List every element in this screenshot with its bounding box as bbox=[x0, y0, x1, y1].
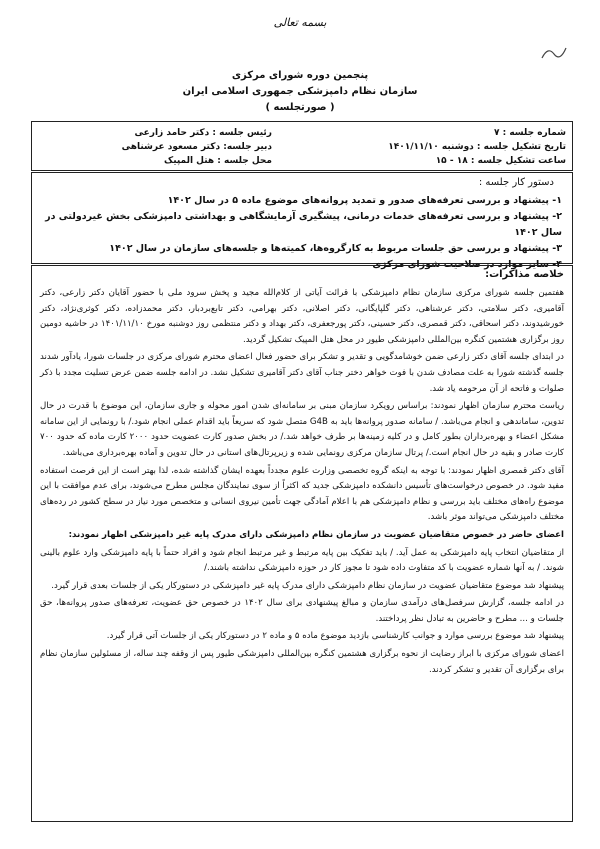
summary-paragraph: آقای دکتر قمصری اظهار نمودند: با توجه به اینکه گروه تخصصی وزارت علوم مجدداً بعهده ایشان گذاشته شده، لذا بهتر است از این فرصت استفاده مفید شود. در خصوص درخواست‌های تأسیس دانشکده دامپزشکی جدید که اکثراً از سوی نمایندگان مجلس مطرح می‌شوند، برای عدم موافقت با این موضوع راه‌های مختلف باید بررسی و نظام دامپزشکی هم با اعلام آمادگی جهت تأمین نیروی انسانی و متخصص مورد نیاز در سطح کشور در رده‌های مختلف دامپزشکی می‌تواند موثر باشد. bbox=[40, 465, 564, 523]
summary-paragraph: پیشنهاد شد موضوع بررسی موارد و جوانب کارشناسی بازدید موضوع ماده ۵ و ماده ۲ در دستورکار یکی از جلسات آتی قرار گیرد. bbox=[106, 631, 564, 642]
summary-paragraph: پیشنهاد شد موضوع متقاضیان عضویت در سازمان نظام دامپزشکی دارای مدرک پایه غیر دامپزشکی در دستورکار یکی از جلسات بعدی قرار گیرد. bbox=[51, 580, 564, 591]
summary-paragraph: در ادامه جلسه، گزارش سرفصل‌های درآمدی سازمان و مبالغ پیشنهادی برای سال ۱۴۰۲ در خصوص حق عضویت، تعرفه‌های صدور پروانه‌ها، حق جلسات و ... مطرح و حاضرین به تبادل نظر پرداختند. bbox=[40, 598, 564, 624]
agenda-item: ۴- سایر موارد در صلاحیت شورای مرکزی bbox=[372, 259, 562, 270]
session-chair: رئیس جلسه : دکتر حامد زارعی bbox=[134, 128, 272, 138]
agenda-item: ۳- پیشنهاد و بررسی حق جلسات مربوط به کارگروه‌ها، کمیته‌ها و جلسه‌های سازمان در سال ۱۴۰۲ bbox=[109, 243, 562, 254]
summary-title: خلاصه مذاکرات: bbox=[485, 269, 564, 280]
summary-paragraph: اعضای حاضر در خصوص متقاضیان عضویت در سازمان نظام دامپزشکی دارای مدرک پایه غیر دامپزشکی اظهار نمودند: bbox=[68, 529, 564, 540]
agenda-box bbox=[31, 172, 573, 270]
summary-paragraph: از متقاضیان انتخاب پایه دامپزشکی به عمل آید. / باید تفکیک بین پایه مرتبط و غیر مرتبط انجام شود و افراد حتماً با پایه دامپزشکی وارد علوم بالینی شوند. / به آنها شماره عضویت با کد متفاوت داده شود تا مجوز کار در حوزه دامپزشکی نداشته باشند./ bbox=[40, 547, 564, 574]
session-time: ساعت تشکیل جلسه : ۱۸ - ۱۵ bbox=[435, 156, 566, 166]
session-info-box bbox=[31, 121, 573, 171]
session-info-right bbox=[301, 126, 566, 168]
session-location: محل جلسه : هتل المپیک bbox=[163, 156, 272, 166]
document-header bbox=[0, 68, 600, 116]
summary-paragraph: ریاست محترم سازمان اظهار نمودند: براساس رویکرد سازمان مبنی بر سامانه‌ای شدن امور محوله و جاری سازمان، این موضوع با قدرت در حال تدوین، ساماندهی و انجام می‌باشد. / سامانه صدور پروانه‌ها باید به G4B متصل شود که سریعاً باید اقدام عملی انجام شود./ با رونمایی از این سامانه مشکل اعضاء و بهره‌برداران بطور کامل و در کلیه زمینه‌ها بر طرف خواهد شد./ در بخش صدور کارت عضویت حدود ۲۰۰۰ کارت ماده که حدود ۷۰۰ کارت صادر و بقیه در حال انجام است./ پرتال سازمان مرکزی رونمایی شده و زیرپرتال‌های استانی در حال تدوین و آماده بهره‌برداری می‌باشد. bbox=[40, 401, 565, 458]
corner-handwritten-mark bbox=[540, 44, 568, 62]
header-organization-line: سازمان نظام دامپزشکی جمهوری اسلامی ایران bbox=[182, 86, 418, 97]
summary-paragraph: هفتمین جلسه شورای مرکزی سازمان نظام دامپزشکی با قرائت آیاتی از کلام‌الله مجید و پخش سرود ملی با حضور آقایان دکتر زارعی، دکتر آقامیری، دکتر سلامتی، دکتر عرشناهی، دکتر گلپایگانی، دکتر اصلانی، دکتر بهرامی، دکتر تابع‌بردبار، دکتر محمدزاده، دکتر کوثری‌نژاد، دکتر خورشیدوند، دکتر اسحاقی، دکتر قمصری، دکتر حسینی، دکتر پورجعفری، دکتر بهداد و دکتر منتظمی روز دوشنبه مورخ ۱۴۰۱/۱۱/۱۰ در حاشیه دومین روز برگزاری هشتمین کنگره بین‌المللی دامپزشکی طیور در محل هتل المپیک تشکیل گردید. bbox=[40, 288, 564, 345]
discussion-summary-box bbox=[31, 265, 573, 822]
session-secretary: دبیر جلسه: دکتر مسعود عرشناهی bbox=[121, 142, 272, 152]
header-council-line: پنجمین دوره شورای مرکزی bbox=[231, 70, 369, 81]
session-number: شماره جلسه : ۷ bbox=[493, 128, 566, 138]
agenda-item: ۲- پیشنهاد و بررسی تعرفه‌های خدمات درمانی، پیشگیری آزمایشگاهی و بهداشتی دامپزشکی بخش غیردولتی در سال ۱۴۰۲ bbox=[45, 211, 562, 238]
bismillah-heading: بسمه تعالی bbox=[273, 16, 327, 29]
agenda-item: ۱- پیشنهاد و بررسی تعرفه‌های صدور و تمدید پروانه‌های موضوع ماده ۵ در سال ۱۴۰۲ bbox=[167, 195, 562, 206]
agenda-title: دستور کار جلسه : bbox=[478, 177, 554, 188]
session-info-left bbox=[37, 126, 272, 168]
session-date: تاریخ تشکیل جلسه : دوشنبه ۱۴۰۱/۱۱/۱۰ bbox=[388, 142, 566, 152]
header-minutes-line: ( صورتجلسه ) bbox=[265, 102, 335, 113]
summary-body bbox=[40, 286, 564, 680]
summary-paragraph: اعضای شورای مرکزی با ابراز رضایت از نحوه برگزاری هشتمین کنگره بین‌المللی دامپزشکی طیور پس از وقفه چند ساله، از مسئولین سازمان نظام برای برگزاری آن تقدیر و تشکر کردند. bbox=[40, 649, 564, 675]
agenda-list bbox=[42, 193, 562, 273]
summary-paragraph: در ابتدای جلسه آقای دکتر زارعی ضمن خوشامدگویی و تقدیر و تشکر برای حضور فعال اعضای محترم شورای مرکزی در جلسات شورا، یادآور شدند جلسه گذشته شورا به علت مصادف شدن با فوت خواهر دختر جناب آقای دکتر آقامیری تشکیل نشد. در ادامه جلسه ضمن عرض تسلیت مجدد با ذکر صلوات و فاتحه از آن مرحومه یاد شد. bbox=[40, 352, 564, 394]
